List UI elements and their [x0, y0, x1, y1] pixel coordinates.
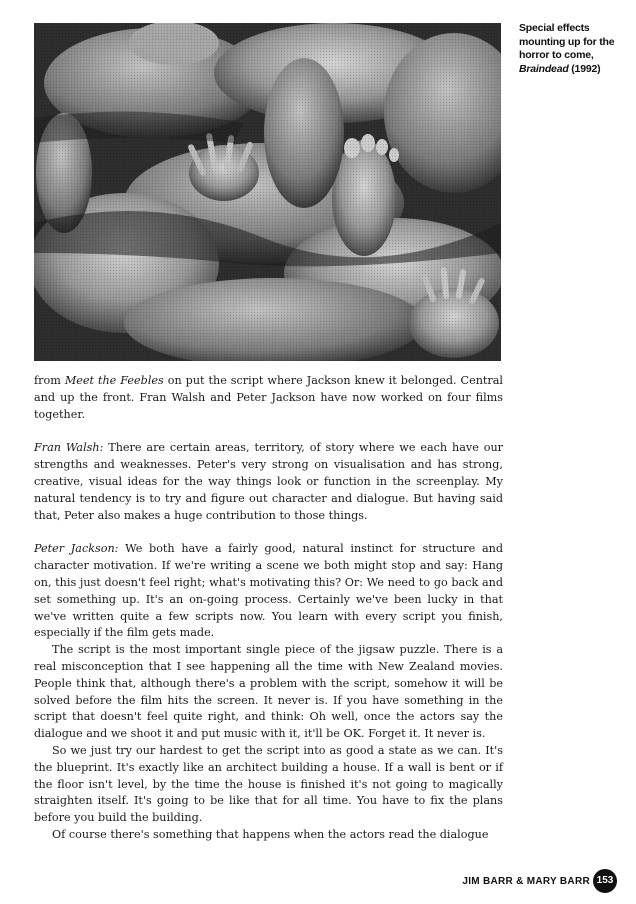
- paragraph-lead: from: [34, 374, 65, 387]
- caption-text: Special effects mounting up for the horror to come,: [519, 22, 615, 61]
- paragraph-actors: Of course there's something that happens when the actors read the dialogue: [52, 827, 489, 841]
- paragraph-script-importance: The script is the most important single piece of the jigsaw puzzle. There is a real misconception that I see happening all the time with New Zealand movies. People think that, although there's a problem with the script, somehow it will be solved before the film hits the screen. It never is. If you have something in the script that doesn't feel quite right, and think: Oh well, once the actors say the dialogue and we shoot it and put music with it, it'll be OK. Forget it. It never is.: [34, 643, 503, 741]
- caption-year: (1992): [571, 62, 601, 75]
- film-title-feebles: Meet the Feebles: [64, 374, 164, 387]
- article-body: [34, 373, 503, 844]
- photo-caption: [519, 22, 631, 76]
- paragraph-text: on put the script where Jackson knew it belonged. Central and up the front. Fran Walsh and Peter Jackson have now worked on four films together.: [34, 374, 504, 421]
- paragraph-fran-walsh: [34, 440, 503, 524]
- page-number-badge: 153: [593, 869, 617, 893]
- paragraph-text: There are certain areas, territory, of story where we each have our strengths and weaknesses. Peter's very strong on visualisation and has strong, creative, visual ideas for the way things look or function in the screenplay. My natural tendency is to try and figure out character and dialogue. But having said that, Peter also makes a huge contribution to those things.: [34, 441, 504, 522]
- paragraph-blueprint: So we just try our hardest to get the script into as good a state as we can. It's the blueprint. It's exactly like an architect building a house. If a wall is bent or if the floor isn't level, by the time the house is finished it's not going to magically straighten itself. It's going to be like that for all time. You have to fix the plans before you build the building.: [34, 743, 503, 825]
- caption-film-title: Braindead: [519, 62, 569, 75]
- speaker-name: Fran Walsh:: [34, 441, 104, 455]
- paragraph-intro: [34, 373, 503, 423]
- running-footer-authors: JIM BARR & MARY BARR: [462, 876, 590, 887]
- speaker-name: Peter Jackson:: [34, 542, 119, 556]
- photo-illustration: [34, 23, 501, 361]
- paragraph-peter-jackson: [34, 541, 503, 642]
- horror-effects-photo: [34, 23, 501, 361]
- paragraph-text: We both have a fairly good, natural instinct for structure and character motivation. If we're writing a scene we both might stop and say: Hang on, this just doesn't feel right; what's motivating this? Or: We need to go back and set something up. It's an on-going process. Certainly we've been lucky in that we've written quite a few scripts now. You learn with every script you finish, especially if the film gets made.: [34, 542, 503, 640]
